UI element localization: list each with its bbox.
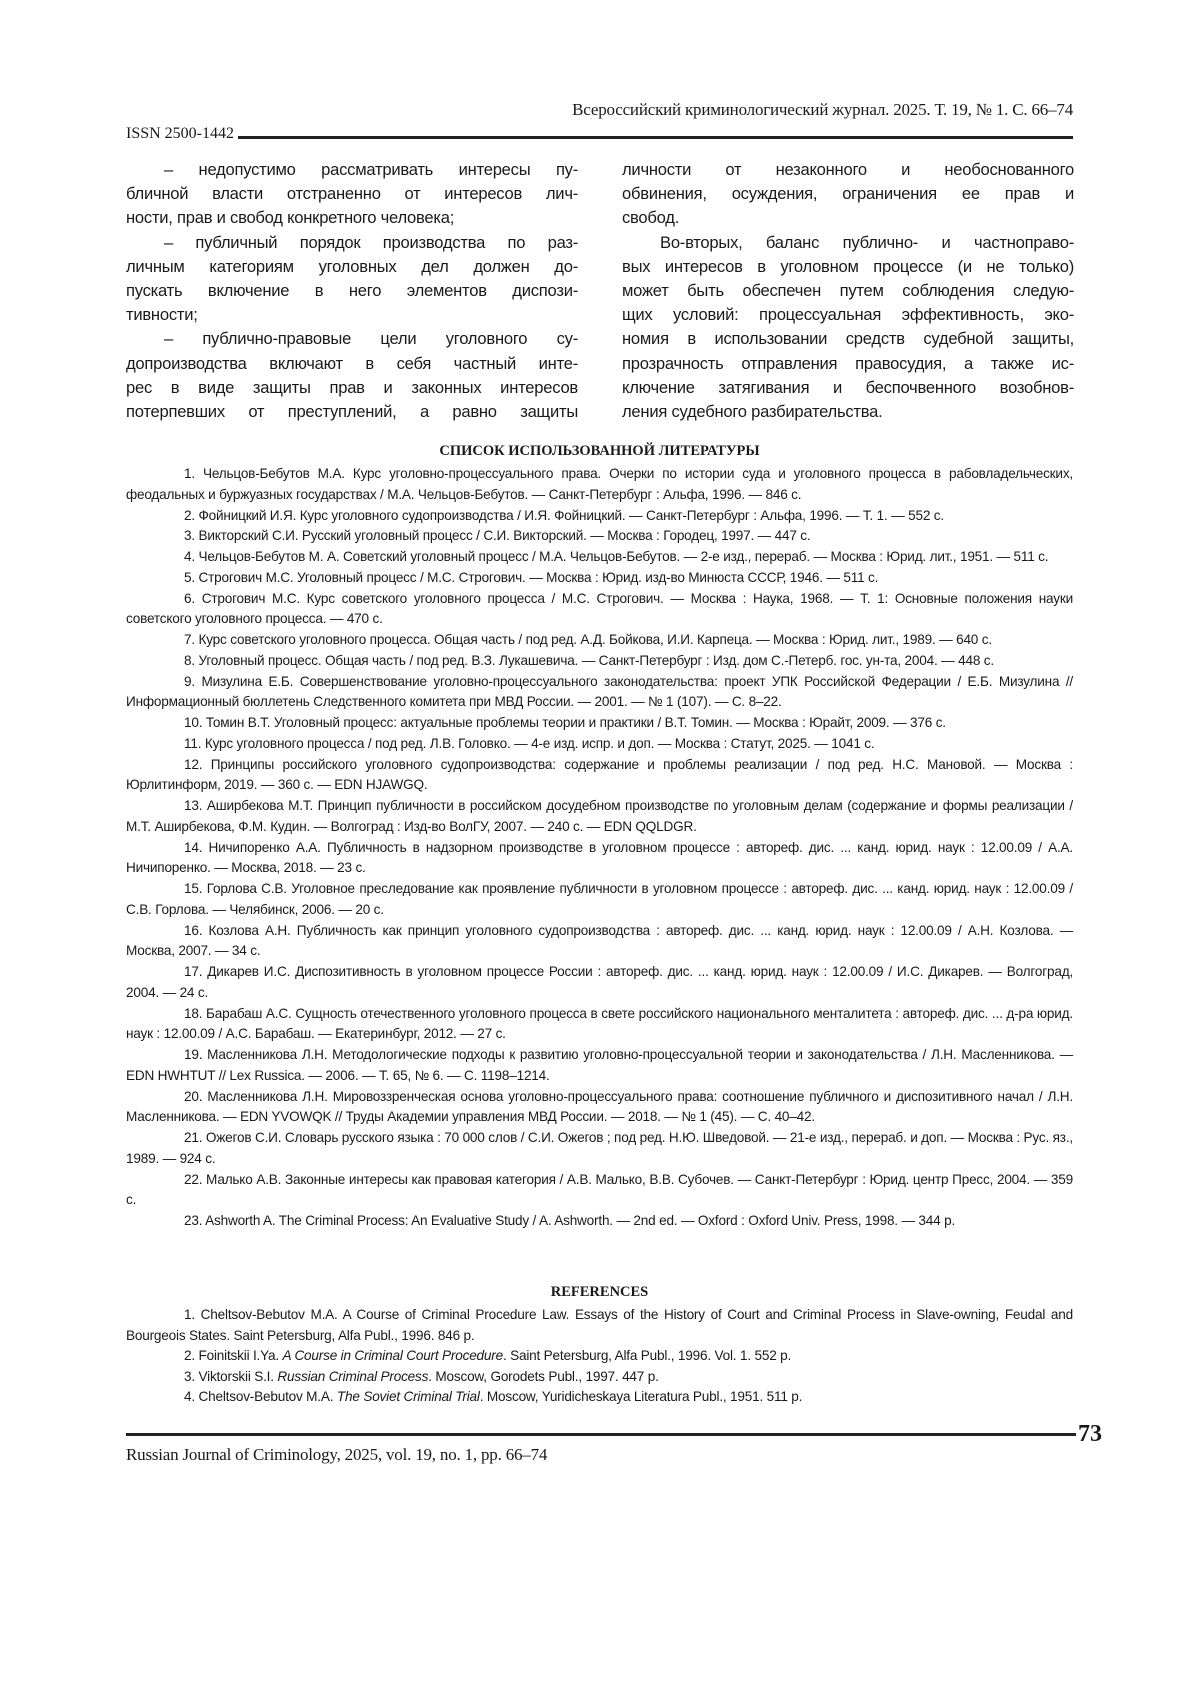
reference-item: 22. Малько А.В. Законные интересы как правовая категория / А.В. Малько, В.В. Субочев. — Санкт-Петербург : Юрид. центр Пресс, 2004. — 359 с. <box>126 1170 1073 1212</box>
running-footer-journal: Russian Journal of Criminology, 2025, vol. 19, no. 1, pp. 66–74 <box>126 1445 547 1465</box>
reference-item: 3. Викторский С.И. Русский уголовный процесс / С.И. Викторский. — Москва : Городец, 1997. — 447 с. <box>126 526 1073 547</box>
text-line: рес в виде защиты прав и законных интересов <box>126 376 578 400</box>
text-line: свобод. <box>622 206 1074 230</box>
body-column-left <box>126 158 578 424</box>
reference-text: 2. Foinitskii I.Ya. <box>184 1348 283 1363</box>
text-line: – публично-правовые цели уголовного су- <box>126 327 578 351</box>
reference-item <box>126 1387 1073 1408</box>
reference-item <box>126 1367 1073 1388</box>
reference-item: 10. Томин В.Т. Уголовный процесс: актуальные проблемы теории и практики / В.Т. Томин. — Москва : Юрайт, 2009. — 376 с. <box>126 713 1073 734</box>
reference-text: . Moscow, Yuridicheskaya Literatura Publ., 1951. 511 p. <box>480 1389 803 1404</box>
text-line: потерпевших от преступлений, а равно защиты <box>126 400 578 424</box>
issn: ISSN 2500-1442 <box>126 125 238 143</box>
reference-item: 23. Ashworth A. The Criminal Process: An Evaluative Study / A. Ashworth. — 2nd ed. — Oxford : Oxford Univ. Press, 1998. — 344 p. <box>126 1211 1073 1232</box>
reference-item: 4. Чельцов-Бебутов М. А. Советский уголовный процесс / М.А. Чельцов-Бебутов. — 2-е изд., перераб. — Москва : Юрид. лит., 1951. — 511 с. <box>126 547 1073 568</box>
reference-item: 21. Ожегов С.И. Словарь русского языка : 70 000 слов / С.И. Ожегов ; под ред. Н.Ю. Шведовой. — 21-е изд., перераб. и доп. — Москва : Рус. яз., 1989. — 924 с. <box>126 1128 1073 1170</box>
reference-item: 6. Строгович М.С. Курс советского уголовного процесса / М.С. Строгович. — Москва : Наука, 1968. — Т. 1: Основные положения науки советского уголовного процесса. — 470 с. <box>126 589 1073 631</box>
text-line: – недопустимо рассматривать интересы пу- <box>126 158 578 182</box>
reference-item: 20. Масленникова Л.Н. Мировоззренческая основа уголовно-процессуального права: соотношение публичного и диспозитивного начал / Л.Н. Масленникова. — EDN YVOWQK // Труды Академии управления МВД России. — 2018. — № 1 (45). — С. 40–42. <box>126 1087 1073 1129</box>
reference-item: 12. Принципы российского уголовного судопроизводства: содержание и проблемы реализации / под ред. Н.С. Мановой. — Москва : Юрлитинформ, 2019. — 360 с. — EDN HJAWGQ. <box>126 755 1073 797</box>
reference-item: 13. Аширбекова М.Т. Принцип публичности в российском досудебном производстве по уголовным делам (содержание и формы реализации / М.Т. Аширбекова, Ф.М. Кудин. — Волгоград : Изд-во ВолГУ, 2007. — 240 с. — EDN QQLDGR. <box>126 796 1073 838</box>
reference-text: . Saint Petersburg, Alfa Publ., 1996. Vol. 1. 552 p. <box>503 1348 791 1363</box>
footer-rule <box>126 1433 1076 1436</box>
reference-item: 1. Чельцов-Бебутов М.А. Курс уголовно-процессуального права. Очерки по истории суда и уголовного процесса в рабовладельческих, феодальных и буржуазных государствах / М.А. Чельцов-Бебутов. — Санкт-Петербург : Альфа, 1996. — 846 с. <box>126 464 1073 506</box>
references-ru-heading: СПИСОК ИСПОЛЬЗОВАННОЙ ЛИТЕРАТУРЫ <box>126 443 1073 460</box>
reference-title: The Soviet Criminal Trial <box>337 1389 480 1404</box>
reference-item: 17. Дикарев И.С. Диспозитивность в уголовном процессе России : автореф. дис. ... канд. юрид. наук : 12.00.09 / И.С. Дикарев. — Волгоград, 2004. — 24 с. <box>126 962 1073 1004</box>
page-number: 73 <box>1078 1421 1102 1448</box>
text-line: ности, прав и свобод конкретного человека; <box>126 206 578 230</box>
reference-item: 18. Барабаш А.С. Сущность отечественного уголовного процесса в свете российского национального менталитета : автореф. дис. ... д-ра юрид. наук : 12.00.09 / А.С. Барабаш. — Екатеринбург, 2012. — 27 с. <box>126 1004 1073 1046</box>
reference-item <box>126 1305 1073 1346</box>
text-line: Во-вторых, баланс публично- и частноправо- <box>622 231 1074 255</box>
running-header-journal: Всероссийский криминологический журнал. 2025. Т. 19, № 1. С. 66–74 <box>572 100 1073 120</box>
reference-item: 7. Курс советского уголовного процесса. Общая часть / под ред. А.Д. Бойкова, И.И. Карпеца. — Москва : Юрид. лит., 1989. — 640 с. <box>126 630 1073 651</box>
text-line: личности от незаконного и необоснованного <box>622 158 1074 182</box>
body-column-right <box>622 158 1074 424</box>
text-line: тивности; <box>126 303 578 327</box>
reference-text: 4. Cheltsov-Bebutov M.A. <box>184 1389 337 1404</box>
text-line: щих условий: процессуальная эффективность, эко- <box>622 303 1074 327</box>
text-line: вых интересов в уголовном процессе (и не только) <box>622 255 1074 279</box>
text-line: личным категориям уголовных дел должен до- <box>126 255 578 279</box>
reference-item: 15. Горлова С.В. Уголовное преследование как проявление публичности в уголовном процессе : автореф. дис. ... канд. юрид. наук : 12.00.09 / С.В. Горлова. — Челябинск, 2006. — 20 с. <box>126 879 1073 921</box>
reference-text: . Moscow, Gorodets Publ., 1997. 447 p. <box>428 1369 658 1384</box>
text-line: допроизводства включают в себя частный инте- <box>126 352 578 376</box>
reference-item: 2. Фойницкий И.Я. Курс уголовного судопроизводства / И.Я. Фойницкий. — Санкт-Петербург : Альфа, 1996. — Т. 1. — 552 с. <box>126 506 1073 527</box>
references-en-list <box>126 1305 1073 1408</box>
reference-item: 9. Мизулина Е.Б. Совершенствование уголовно-процессуального законодательства: проект УПК Российской Федерации / Е.Б. Мизулина // Информационный бюллетень Следственного комитета при МВД России. — 2001. — № 1 (107). — С. 8–22. <box>126 672 1073 714</box>
header-rule <box>126 136 1073 139</box>
reference-item <box>126 1346 1073 1367</box>
text-line: обвинения, осуждения, ограничения ее прав и <box>622 182 1074 206</box>
reference-text: 1. Cheltsov-Bebutov M.A. A Course of Criminal Procedure Law. Essays of the History of Court and Criminal Process in Slave-owning, Feudal and Bourgeois States. Saint Petersburg, Alfa Publ., 1996. 846 p. <box>126 1307 1073 1343</box>
reference-item: 5. Строгович М.С. Уголовный процесс / М.С. Строгович. — Москва : Юрид. изд-во Минюста СССР, 1946. — 511 с. <box>126 568 1073 589</box>
text-line: может быть обеспечен путем соблюдения следую- <box>622 279 1074 303</box>
reference-title: A Course in Criminal Court Procedure <box>283 1348 503 1363</box>
reference-title: Russian Criminal Process <box>277 1369 428 1384</box>
reference-item: 8. Уголовный процесс. Общая часть / под ред. В.З. Лукашевича. — Санкт-Петербург : Изд. дом С.-Петерб. гос. ун-та, 2004. — 448 с. <box>126 651 1073 672</box>
text-line: – публичный порядок производства по раз- <box>126 231 578 255</box>
text-line: ления судебного разбирательства. <box>622 400 1074 424</box>
reference-item: 14. Ничипоренко А.А. Публичность в надзорном производстве в уголовном процессе : автореф. дис. ... канд. юрид. наук : 12.00.09 / А.А. Ничипоренко. — Москва, 2018. — 23 с. <box>126 838 1073 880</box>
reference-item: 19. Масленникова Л.Н. Методологические подходы к развитию уголовно-процессуальной теории и законодательства / Л.Н. Масленникова. — EDN HWHTUT // Lex Russica. — 2006. — Т. 65, № 6. — С. 1198–1214. <box>126 1045 1073 1087</box>
text-line: прозрачность отправления правосудия, а также ис- <box>622 352 1074 376</box>
references-en-heading: REFERENCES <box>126 1284 1073 1301</box>
text-line: ключение затягивания и беспочвенного возобнов- <box>622 376 1074 400</box>
text-line: пускать включение в него элементов диспози- <box>126 279 578 303</box>
text-line: бличной власти отстраненно от интересов лич- <box>126 182 578 206</box>
text-line: номия в использовании средств судебной защиты, <box>622 327 1074 351</box>
reference-text: 3. Viktorskii S.I. <box>184 1369 277 1384</box>
references-ru-list <box>126 464 1073 1232</box>
reference-item: 11. Курс уголовного процесса / под ред. Л.В. Головко. — 4-е изд. испр. и доп. — Москва : Статут, 2025. — 1041 с. <box>126 734 1073 755</box>
reference-item: 16. Козлова А.Н. Публичность как принцип уголовного судопроизводства : автореф. дис. ... канд. юрид. наук : 12.00.09 / А.Н. Козлова. — Москва, 2007. — 34 с. <box>126 921 1073 963</box>
